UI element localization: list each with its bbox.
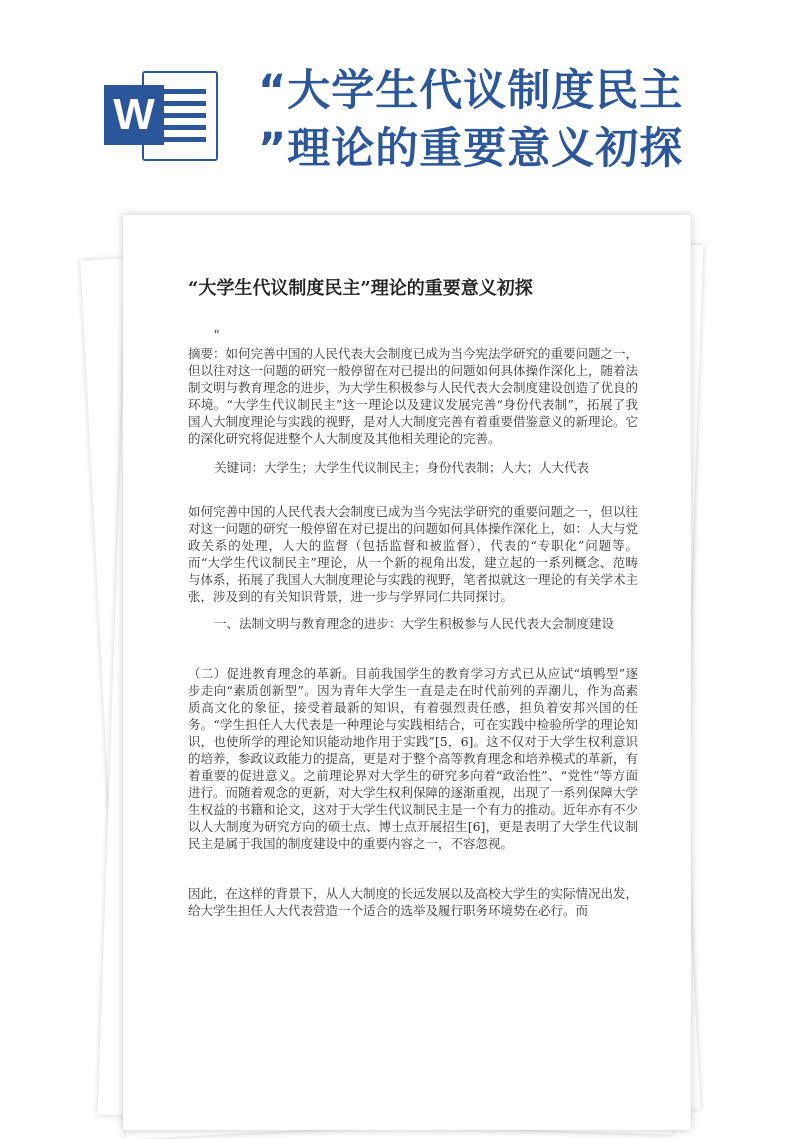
- keywords-line: 关键词：大学生；大学生代议制民主；身份代表制；人大；人大代表: [214, 460, 590, 475]
- banner-title-line2: ”理论的重要意义初探: [258, 124, 684, 174]
- banner: [0, 0, 800, 200]
- body-paragraph: 因此，在这样的背景下，从人大制度的长远发展以及高校大学生的实际情况出发，给大学生担任人大代表营造一个适合的选举及履行职务环境势在必行。而: [188, 886, 639, 918]
- intro-paragraph: 如何完善中国的人民代表大会制度已成为当今宪法学研究的重要问题之一，但以往对这一问题的研究一般停留在对已提出的问题如何具体操作深化上，如：人大与党政关系的处理，人大的监督（包括监督和被监督），代表的“专职化”问题等。而“大学生代议制民主”理论，从一个新的视角出发，建立起的一系列概念、范畴与体系，拓展了我国人大制度理论与实践的视野，笔者拟就这一理论的有关学术主张，涉及到的有关知识背景，进一步与学界同仁共同探讨。: [188, 504, 639, 604]
- page-content: [188, 277, 638, 919]
- stray-quote-mark: ": [214, 328, 220, 342]
- section-heading: 一、法制文明与教育理念的进步：大学生积极参与人民代表大会制度建设: [214, 616, 615, 631]
- document-title: “大学生代议制度民主”理论的重要意义初探: [188, 278, 533, 299]
- abstract-paragraph: 摘要：如何完善中国的人民代表大会制度已成为当今宪法学研究的重要问题之一，但以往对这一问题的研究一般停留在对已提出的问题如何具体操作深化上，随着法制文明与教育理念的进步，为大学生积极参与人民代表大会制度建设创造了优良的环境。“大学生代议制民主”这一理论以及建议发展完善“身份代表制”，拓展了我国人大制度理论与实践的视野，是对人大制度完善有着重要借鉴意义的新理论。它的深化研究将促进整个人大制度及其他相关理论的完善。: [188, 346, 639, 446]
- word-logo-badge: W: [104, 85, 164, 145]
- body-paragraph: （二）促进教育理念的革新。目前我国学生的教育学习方式已从应试“填鸭型”逐步走向“素质创新型”。因为青年大学生一直是走在时代前列的弄潮儿，作为高素质高文化的象征，接受着最新的知识，有着强烈责任感，担负着安邦兴国的任务。“学生担任人大代表是一种理论与实践相结合，可在实践中检验所学的理论知识，也使所学的理论知识能动地作用于实践”[5，6]。这不仅对于大学生权利意识的培养，参政议政能力的提高，更是对于整个高等教育理念和培养模式的革新，有着重要的促进意义。之前理论界对大学生的研究多向着“政治性”、“党性”等方面进行。而随着观念的更新，对大学生权利保障的逐渐重视，出现了一系列保障大学生权益的书籍和论文，这对于大学生代议制民主是一个有力的推动。近年亦有不少以人大制度为研究方向的硕士点、博士点开展招生[6]，更是表明了大学生代议制民主是属于我国的制度建设中的重要内容之一，不容忽视。: [188, 666, 639, 851]
- document-page: [123, 215, 691, 1130]
- banner-title-line1: “大学生代议制度民主: [258, 66, 684, 116]
- word-document-icon: [104, 65, 224, 165]
- document-preview: [95, 215, 705, 1130]
- banner-title: [258, 62, 738, 178]
